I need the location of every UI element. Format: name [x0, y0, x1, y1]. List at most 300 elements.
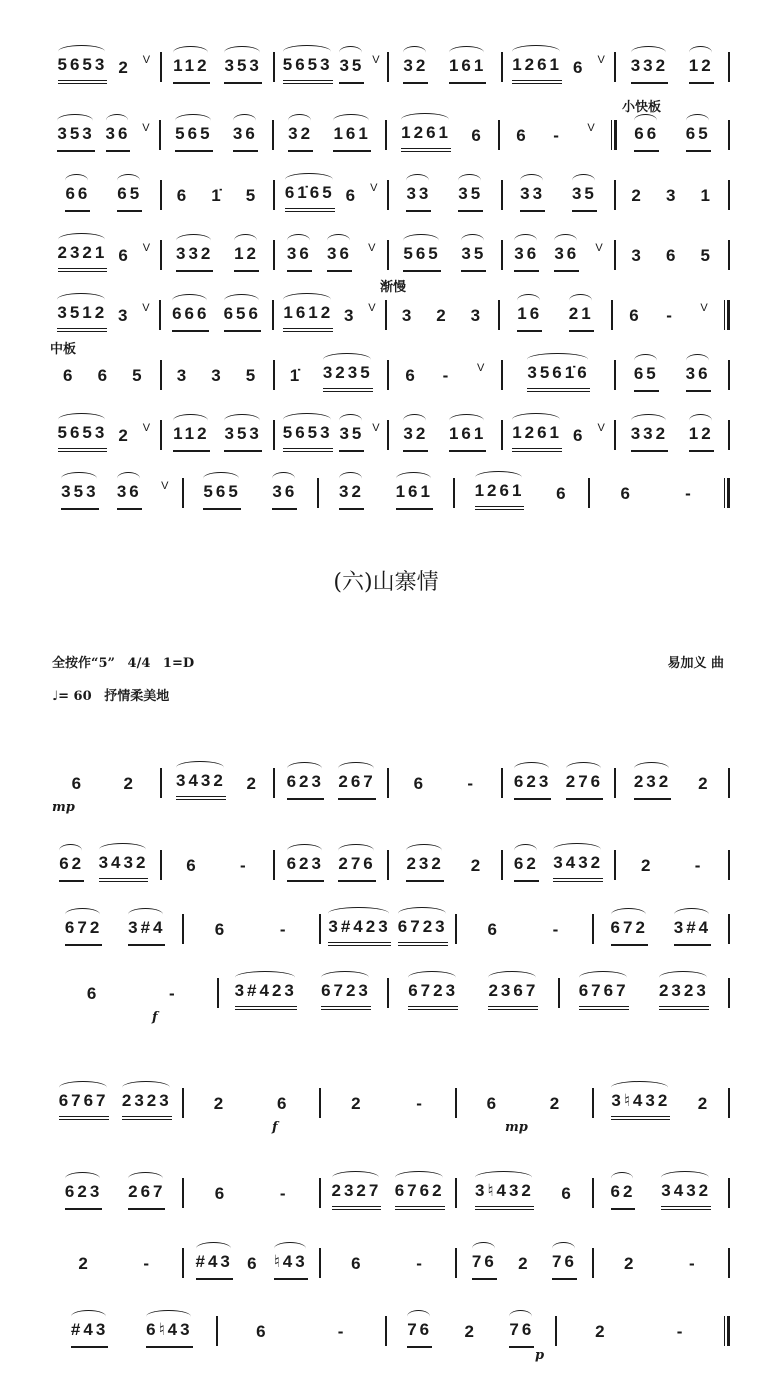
measure — [275, 760, 387, 800]
note-group: 3 — [470, 306, 484, 325]
note-group: 3#4 — [128, 918, 165, 946]
measure — [319, 470, 453, 510]
note-group: 3432 — [661, 1181, 711, 1210]
note-group: 6 — [405, 366, 418, 385]
note-group: 161 — [333, 124, 370, 152]
note-group: 61̇65 — [285, 183, 335, 212]
note-group: 6 — [176, 186, 190, 205]
score-row — [48, 1170, 730, 1210]
note-group: 3 — [211, 366, 224, 385]
note-group: 3 — [176, 366, 190, 385]
note-group: 3 — [344, 306, 357, 325]
breath-mark: V — [142, 122, 150, 134]
note-group: 3432 — [176, 771, 226, 800]
note-group: 6 — [471, 126, 484, 145]
note-group: 353 — [61, 482, 98, 510]
barline — [728, 1088, 730, 1118]
measure — [389, 970, 558, 1010]
dynamic-marking: f — [152, 1010, 158, 1025]
piece-header — [52, 652, 194, 671]
measure — [321, 1170, 455, 1210]
note-group: 6723 — [398, 917, 448, 946]
barline — [728, 1178, 730, 1208]
note-group: 35 — [461, 244, 486, 272]
note-group: 32 — [288, 124, 313, 152]
note-group: 2323 — [659, 981, 709, 1010]
note-group: 6 — [629, 306, 642, 325]
note-group: 76 — [407, 1320, 432, 1348]
expression-marking: 抒情柔美地 — [104, 689, 170, 704]
measure — [503, 760, 615, 800]
note-group: 6 — [413, 774, 427, 793]
score-row — [48, 842, 730, 882]
measure — [48, 470, 182, 510]
measure — [560, 970, 729, 1010]
measure — [274, 292, 385, 332]
breath-mark: V — [142, 242, 151, 254]
note-group: 32 — [403, 424, 428, 452]
note-group: 267 — [338, 772, 375, 800]
note-group: 6 — [63, 366, 76, 385]
note-group: 3432 — [553, 853, 603, 882]
note-group: 5 — [245, 186, 259, 205]
note-group: 5653 — [283, 423, 333, 452]
measure — [616, 352, 728, 392]
score-row — [48, 172, 730, 212]
note-group: 6 — [573, 426, 586, 445]
note-group: 3#4 — [674, 918, 711, 946]
note-group: 2 — [631, 186, 644, 205]
breath-mark: V — [370, 182, 378, 194]
measure — [503, 44, 615, 84]
breath-mark: V — [368, 242, 376, 254]
note-group: 3#423 — [235, 981, 297, 1010]
note-group: 6 — [97, 366, 111, 385]
note-group: 36 — [106, 124, 131, 152]
note-group: 112 — [173, 56, 209, 84]
measure — [594, 1080, 728, 1120]
note-group: 2 — [118, 426, 131, 445]
note-group: ♮43 — [274, 1252, 308, 1280]
note-group: 353 — [57, 124, 94, 152]
tempo-label: 渐慢 — [380, 280, 407, 295]
note-group: 2 — [213, 1094, 227, 1113]
measure — [389, 352, 501, 392]
note-group: 232 — [634, 772, 671, 800]
measure — [48, 44, 160, 84]
note-group: 2 — [640, 856, 654, 875]
measure — [48, 112, 159, 152]
note-group: 623 — [287, 772, 324, 800]
measure — [184, 1170, 318, 1210]
note-group: 3♮432 — [475, 1181, 534, 1210]
note-group: 36 — [554, 244, 579, 272]
note-group: 36 — [233, 124, 258, 152]
note-group: - — [279, 1184, 289, 1203]
note-group: 161 — [449, 424, 486, 452]
composer: 易加义 曲 — [667, 656, 724, 671]
note-group: 76 — [552, 1252, 577, 1280]
note-group: 623 — [65, 1182, 102, 1210]
barline — [724, 1316, 730, 1346]
breath-mark: V — [142, 54, 151, 66]
note-group: 33 — [406, 184, 431, 212]
measure — [389, 412, 501, 452]
measure — [275, 352, 387, 392]
note-group: 62 — [59, 854, 84, 882]
tempo-line — [52, 685, 169, 704]
score-row — [48, 352, 730, 392]
measure — [616, 232, 728, 272]
note-group: 6 — [487, 920, 500, 939]
measure — [613, 292, 724, 332]
note-group: 6723 — [321, 981, 371, 1010]
note-group: 6 — [620, 484, 633, 503]
measure — [616, 760, 728, 800]
tempo-label: 小快板 — [622, 100, 662, 115]
note-group: 12 — [234, 244, 259, 272]
barline — [728, 850, 730, 880]
score-row — [48, 470, 730, 510]
note-group: 2 — [697, 1094, 711, 1113]
note-group: 16 — [517, 304, 542, 332]
note-group: 21 — [569, 304, 594, 332]
note-group: 6 — [214, 1184, 228, 1203]
note-group: 6 — [486, 1094, 500, 1113]
tempo-marking: ♩= 60 — [52, 689, 92, 704]
score-row — [48, 1308, 730, 1348]
note-group: 12 — [689, 424, 714, 452]
note-group: - — [279, 920, 289, 939]
measure — [48, 760, 160, 800]
measure — [48, 1308, 216, 1348]
note-group: 2 — [623, 1254, 637, 1273]
breath-mark: V — [476, 362, 485, 374]
note-group: 76 — [472, 1252, 497, 1280]
note-group: 267 — [128, 1182, 165, 1210]
measure — [48, 172, 160, 212]
note-group: 565 — [175, 124, 212, 152]
score-row — [48, 760, 730, 800]
note-group: - — [467, 774, 477, 793]
measure — [389, 232, 501, 272]
measure — [590, 470, 724, 510]
dynamic-marking: f — [272, 1120, 278, 1135]
score-row — [48, 44, 730, 84]
breath-mark: V — [372, 422, 380, 434]
measure — [503, 172, 615, 212]
dynamic-marking: mp — [52, 800, 75, 815]
note-group: 332 — [631, 424, 668, 452]
note-group: - — [240, 856, 249, 875]
note-group: - — [685, 484, 694, 503]
breath-mark: V — [597, 422, 605, 434]
note-group: 12 — [689, 56, 714, 84]
note-group: 35 — [458, 184, 483, 212]
note-group: 35 — [339, 424, 364, 452]
measure — [387, 112, 498, 152]
note-group: 2 — [595, 1322, 608, 1341]
note-group: - — [143, 1254, 153, 1273]
note-group: 6 — [247, 1254, 260, 1273]
note-group: 6 — [516, 126, 529, 145]
note-group: 35 — [339, 56, 364, 84]
tempo-label: 中板 — [50, 342, 77, 357]
note-group: #43 — [71, 1320, 108, 1348]
note-group: 6 — [351, 1254, 364, 1273]
measure — [184, 1080, 318, 1120]
note-group: 2323 — [122, 1091, 172, 1120]
note-group: 3512 — [57, 303, 107, 332]
note-group: 3235 — [323, 363, 373, 392]
note-group: 1261 — [512, 423, 562, 452]
measure — [274, 112, 385, 152]
note-group: 6767 — [59, 1091, 109, 1120]
note-group: 2 — [470, 856, 484, 875]
measure — [48, 970, 217, 1010]
measure — [594, 1240, 728, 1280]
measure — [321, 1240, 455, 1280]
note-group: 623 — [287, 854, 324, 882]
note-group: 6 — [86, 984, 100, 1003]
measure — [503, 842, 615, 882]
breath-mark: V — [161, 480, 169, 492]
measure — [457, 1080, 591, 1120]
key-signature: 1=D — [162, 656, 195, 671]
dynamic-marking: mp — [505, 1120, 528, 1135]
time-signature: 4/4 — [127, 656, 151, 671]
breath-mark: V — [142, 302, 150, 314]
note-group: 112 — [173, 424, 209, 452]
note-group: - — [666, 306, 675, 325]
measure — [387, 292, 498, 332]
note-group: 5653 — [283, 55, 333, 84]
barline — [728, 360, 730, 390]
note-group: - — [552, 920, 562, 939]
barline — [728, 978, 730, 1008]
barline — [728, 1248, 730, 1278]
note-group: 33 — [520, 184, 545, 212]
note-group: 353 — [224, 424, 261, 452]
note-group: 2367 — [488, 981, 538, 1010]
measure — [48, 352, 160, 392]
note-group: 66 — [634, 124, 659, 152]
barline — [728, 768, 730, 798]
note-group: 65 — [117, 184, 142, 212]
score-row — [48, 906, 730, 946]
note-group: 6 — [214, 920, 228, 939]
note-group: 6 — [276, 1094, 290, 1113]
note-group: 3561̇6 — [527, 363, 589, 392]
note-group: 6 — [71, 774, 85, 793]
note-group: - — [168, 984, 178, 1003]
note-group: 6 — [561, 1184, 574, 1203]
note-group: 36 — [514, 244, 539, 272]
measure — [500, 112, 611, 152]
note-group: 623 — [514, 772, 551, 800]
note-group: 666 — [172, 304, 209, 332]
note-group: 5 — [245, 366, 259, 385]
barline — [728, 914, 730, 944]
note-group: 1612 — [283, 303, 333, 332]
note-group: 62 — [514, 854, 539, 882]
note-group: 65 — [634, 364, 659, 392]
note-group: 2 — [118, 58, 131, 77]
barline — [728, 52, 730, 82]
note-group: 2 — [351, 1094, 364, 1113]
note-group: 276 — [566, 772, 603, 800]
measure — [594, 1170, 728, 1210]
barline — [728, 240, 730, 270]
note-group: - — [694, 856, 704, 875]
fingering: 全按作“5” — [52, 656, 116, 671]
score-row — [48, 970, 730, 1010]
note-group: 672 — [65, 918, 102, 946]
note-group: 1261 — [401, 123, 451, 152]
barline — [724, 300, 730, 330]
note-group: 2321 — [58, 243, 108, 272]
note-group: 32 — [403, 56, 428, 84]
measure — [617, 112, 728, 152]
score-row — [48, 292, 730, 332]
note-group: 3 — [401, 306, 415, 325]
note-group: 5 — [132, 366, 145, 385]
measure — [48, 906, 182, 946]
measure — [48, 412, 160, 452]
note-group: 2327 — [332, 1181, 382, 1210]
measure — [457, 906, 591, 946]
note-group: 6 — [118, 246, 131, 265]
measure — [48, 292, 159, 332]
measure — [48, 1170, 182, 1210]
note-group: 5653 — [58, 423, 108, 452]
measure — [218, 1308, 386, 1348]
note-group: 276 — [338, 854, 375, 882]
note-group: 3♮432 — [611, 1091, 670, 1120]
measure — [48, 232, 160, 272]
measure — [162, 44, 274, 84]
note-group: 2 — [78, 1254, 91, 1273]
note-group: 66 — [65, 184, 90, 212]
note-group: 565 — [203, 482, 240, 510]
dynamic-marking: p — [535, 1348, 545, 1363]
measure — [503, 232, 615, 272]
measure — [219, 970, 388, 1010]
note-group: - — [416, 1254, 425, 1273]
note-group: 2 — [518, 1254, 531, 1273]
note-group: 3#423 — [328, 917, 390, 946]
measure — [503, 412, 615, 452]
breath-mark: V — [587, 122, 595, 134]
barline — [728, 120, 730, 150]
note-group: - — [337, 1322, 347, 1341]
measure — [184, 906, 318, 946]
measure — [616, 842, 728, 882]
note-group: 1̇ — [211, 186, 224, 205]
measure — [455, 470, 589, 510]
note-group: 1 — [700, 186, 713, 205]
barline — [728, 180, 730, 210]
note-group: 2 — [436, 306, 449, 325]
note-group: 2 — [464, 1322, 477, 1341]
measure — [557, 1308, 725, 1348]
note-group: 36 — [686, 364, 711, 392]
note-group: #43 — [196, 1252, 233, 1280]
measure — [184, 1240, 318, 1280]
measure — [162, 760, 274, 800]
note-group: 6 — [256, 1322, 269, 1341]
note-group: 332 — [631, 56, 668, 84]
score-row — [48, 112, 730, 152]
note-group: 35 — [572, 184, 597, 212]
measure — [162, 842, 274, 882]
measure — [48, 1080, 182, 1120]
note-group: 32 — [339, 482, 364, 510]
measure — [616, 172, 728, 212]
note-group: 65 — [686, 124, 711, 152]
measure — [275, 172, 387, 212]
breath-mark: V — [700, 302, 708, 314]
measure — [321, 1080, 455, 1120]
measure — [616, 44, 728, 84]
barline — [724, 478, 730, 508]
score-row — [48, 232, 730, 272]
note-group: - — [416, 1094, 425, 1113]
breath-mark: V — [142, 422, 151, 434]
note-group: 161 — [449, 56, 486, 84]
note-group: 3 — [665, 186, 679, 205]
note-group: 2 — [123, 774, 136, 793]
measure — [389, 760, 501, 800]
note-group: 1261 — [512, 55, 562, 84]
note-group: 6 — [556, 484, 569, 503]
measure — [503, 352, 615, 392]
score-row — [48, 1240, 730, 1280]
note-group: 36 — [287, 244, 312, 272]
measure — [457, 1170, 591, 1210]
note-group: 672 — [611, 918, 648, 946]
note-group: 6723 — [408, 981, 458, 1010]
score-row — [48, 1080, 730, 1120]
note-group: 656 — [224, 304, 261, 332]
measure — [275, 44, 387, 84]
measure — [389, 44, 501, 84]
measure — [616, 412, 728, 452]
note-group: 36 — [117, 482, 142, 510]
note-group: 353 — [224, 56, 261, 84]
measure — [48, 842, 160, 882]
breath-mark: V — [368, 302, 376, 314]
measure — [389, 172, 501, 212]
measure — [321, 906, 455, 946]
note-group: 2 — [698, 774, 711, 793]
note-group: 36 — [327, 244, 352, 272]
note-group: 6 — [186, 856, 199, 875]
note-group: - — [553, 126, 562, 145]
breath-mark: V — [597, 54, 605, 66]
measure — [162, 232, 274, 272]
note-group: 232 — [406, 854, 443, 882]
note-group: 36 — [272, 482, 297, 510]
note-group: 3 — [118, 306, 131, 325]
note-group: 332 — [176, 244, 213, 272]
measure — [275, 842, 387, 882]
measure — [275, 412, 387, 452]
measure — [162, 172, 274, 212]
note-group: 6 — [665, 246, 679, 265]
note-group: 5 — [700, 246, 713, 265]
measure — [594, 906, 728, 946]
